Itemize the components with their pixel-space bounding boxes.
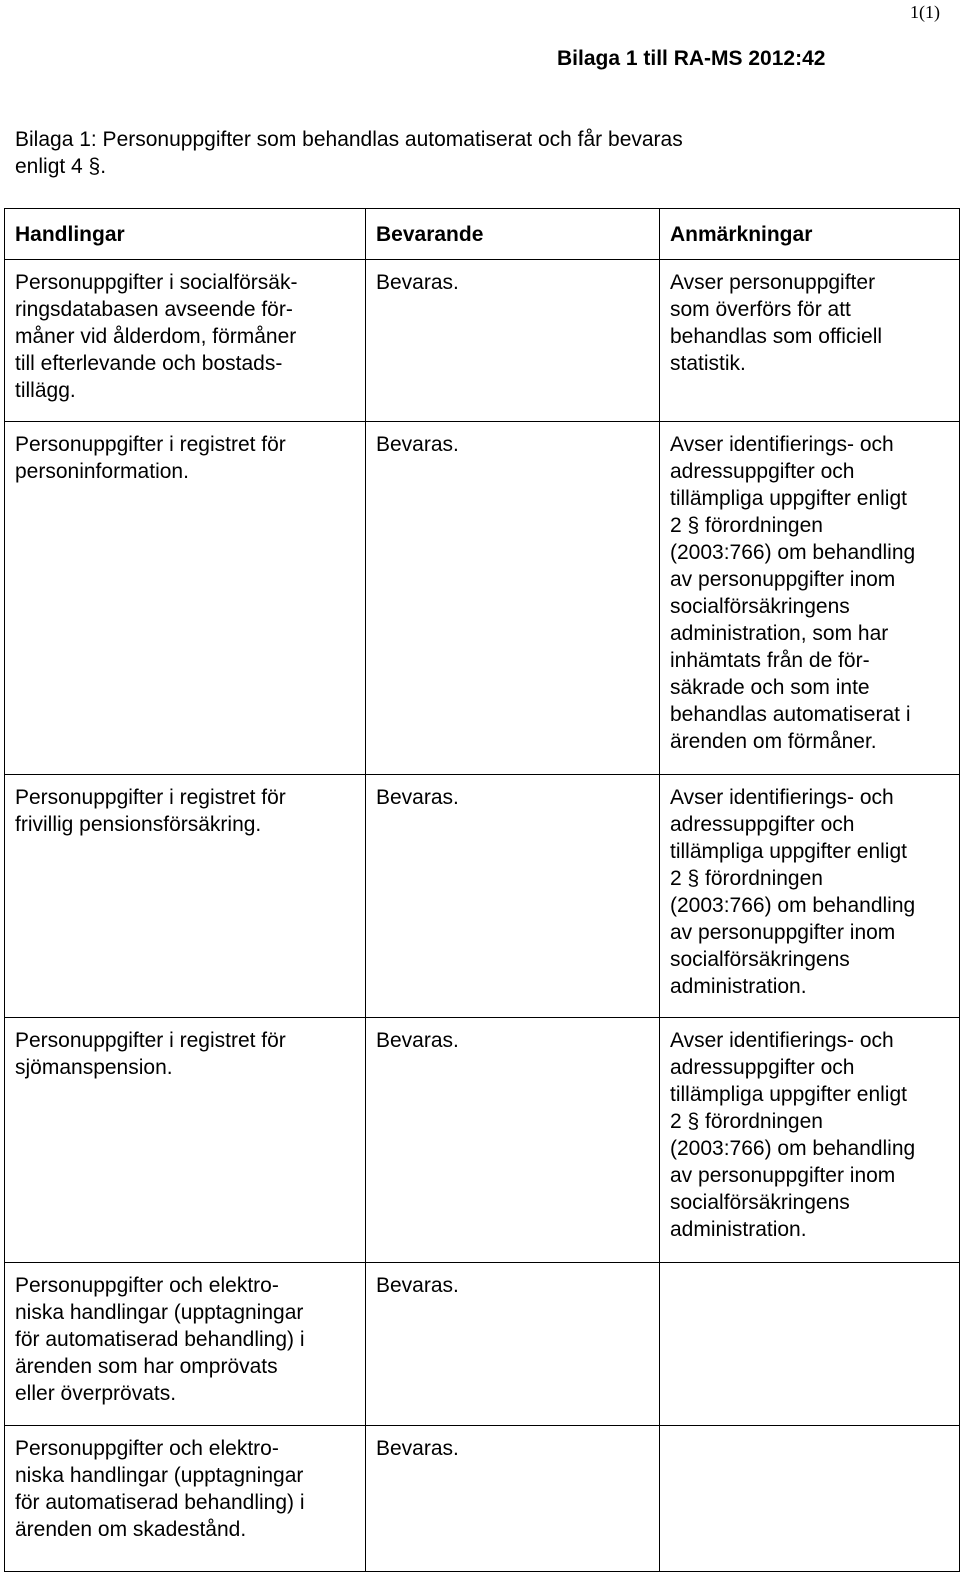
cell-line: ärenden som har omprövats xyxy=(15,1355,278,1378)
cell-line: statistik. xyxy=(670,352,746,375)
cell-line: sjömanspension. xyxy=(15,1056,173,1079)
cell-handling xyxy=(5,775,366,1018)
cell-handling xyxy=(5,1018,366,1263)
table-row xyxy=(5,1018,960,1263)
table-row xyxy=(5,1426,960,1572)
cell-anmarkning xyxy=(660,422,960,775)
cell-handling xyxy=(5,260,366,422)
cell-line: som överförs för att xyxy=(670,298,851,321)
cell-anmarkning xyxy=(660,1426,960,1572)
cell-bevarande: Bevaras. xyxy=(366,260,660,422)
cell-line: administration. xyxy=(670,975,807,998)
cell-bevarande: Bevaras. xyxy=(366,775,660,1018)
cell-bevarande: Bevaras. xyxy=(366,1426,660,1572)
intro-text xyxy=(15,126,815,180)
cell-handling xyxy=(5,1426,366,1572)
cell-line: Avser identifierings- och xyxy=(670,1029,894,1052)
cell-line: tillämpliga uppgifter enligt xyxy=(670,487,907,510)
cell-line: av personuppgifter inom xyxy=(670,921,896,944)
cell-line: 2 § förordningen xyxy=(670,1110,823,1133)
cell-bevarande: Bevaras. xyxy=(366,422,660,775)
cell-line: niska handlingar (upptagningar xyxy=(15,1301,304,1324)
cell-line: behandlas automatiserat i xyxy=(670,703,911,726)
cell-line: adressuppgifter och xyxy=(670,1056,855,1079)
document-title: Bilaga 1 till RA-MS 2012:42 xyxy=(557,47,826,70)
cell-line: ärenden om förmåner. xyxy=(670,730,877,753)
cell-bevarande: Bevaras. xyxy=(366,1263,660,1426)
cell-line: Personuppgifter och elektro- xyxy=(15,1274,279,1297)
cell-bevarande: Bevaras. xyxy=(366,1018,660,1263)
cell-line: (2003:766) om behandling xyxy=(670,541,916,564)
cell-line: eller överprövats. xyxy=(15,1382,177,1405)
cell-handling xyxy=(5,422,366,775)
cell-anmarkning xyxy=(660,775,960,1018)
cell-line: adressuppgifter och xyxy=(670,813,855,836)
cell-anmarkning xyxy=(660,1263,960,1426)
table-header-row xyxy=(5,209,960,260)
cell-line: socialförsäkringens xyxy=(670,948,850,971)
cell-line: säkrade och som inte xyxy=(670,676,870,699)
cell-line: administration. xyxy=(670,1218,807,1241)
cell-line: niska handlingar (upptagningar xyxy=(15,1464,304,1487)
cell-anmarkning xyxy=(660,260,960,422)
cell-line: Avser identifierings- och xyxy=(670,433,894,456)
cell-line: 2 § förordningen xyxy=(670,514,823,537)
cell-line: tillägg. xyxy=(15,379,76,402)
table-row xyxy=(5,1263,960,1426)
cell-line: Personuppgifter och elektro- xyxy=(15,1437,279,1460)
cell-line: tillämpliga uppgifter enligt xyxy=(670,1083,907,1106)
header-anmarkningar: Anmärkningar xyxy=(660,209,960,260)
cell-line: socialförsäkringens xyxy=(670,1191,850,1214)
cell-line: Avser personuppgifter xyxy=(670,271,876,294)
cell-line: 2 § förordningen xyxy=(670,867,823,890)
cell-line: socialförsäkringens xyxy=(670,595,850,618)
header-handlingar: Handlingar xyxy=(5,209,366,260)
cell-line: måner vid ålderdom, förmåner xyxy=(15,325,297,348)
cell-line: för automatiserad behandling) i xyxy=(15,1491,305,1514)
cell-line: frivillig pensionsförsäkring. xyxy=(15,813,262,836)
cell-line: ärenden om skadestånd. xyxy=(15,1518,247,1541)
cell-line: tillämpliga uppgifter enligt xyxy=(670,840,907,863)
cell-line: (2003:766) om behandling xyxy=(670,1137,916,1160)
cell-anmarkning xyxy=(660,1018,960,1263)
intro-line: enligt 4 §. xyxy=(15,155,107,178)
table-body xyxy=(5,260,960,1572)
cell-line: Personuppgifter i socialförsäk- xyxy=(15,271,298,294)
records-table xyxy=(4,208,960,1572)
header-bevarande: Bevarande xyxy=(366,209,660,260)
cell-line: Personuppgifter i registret för xyxy=(15,1029,286,1052)
cell-line: ringsdatabasen avseende för- xyxy=(15,298,293,321)
cell-line: av personuppgifter inom xyxy=(670,1164,896,1187)
cell-line: Personuppgifter i registret för xyxy=(15,433,286,456)
page-number: 1(1) xyxy=(910,2,940,22)
cell-line: av personuppgifter inom xyxy=(670,568,896,591)
table-row xyxy=(5,260,960,422)
cell-line: till efterlevande och bostads- xyxy=(15,352,283,375)
cell-line: administration, som har xyxy=(670,622,889,645)
cell-line: Personuppgifter i registret för xyxy=(15,786,286,809)
cell-line: personinformation. xyxy=(15,460,189,483)
cell-line: för automatiserad behandling) i xyxy=(15,1328,305,1351)
cell-handling xyxy=(5,1263,366,1426)
intro-line: Bilaga 1: Personuppgifter som behandlas automatiserat och får bevaras xyxy=(15,128,683,151)
table-row xyxy=(5,422,960,775)
cell-line: adressuppgifter och xyxy=(670,460,855,483)
cell-line: inhämtats från de för- xyxy=(670,649,870,672)
cell-line: behandlas som officiell xyxy=(670,325,883,348)
cell-line: (2003:766) om behandling xyxy=(670,894,916,917)
table-row xyxy=(5,775,960,1018)
cell-line: Avser identifierings- och xyxy=(670,786,894,809)
